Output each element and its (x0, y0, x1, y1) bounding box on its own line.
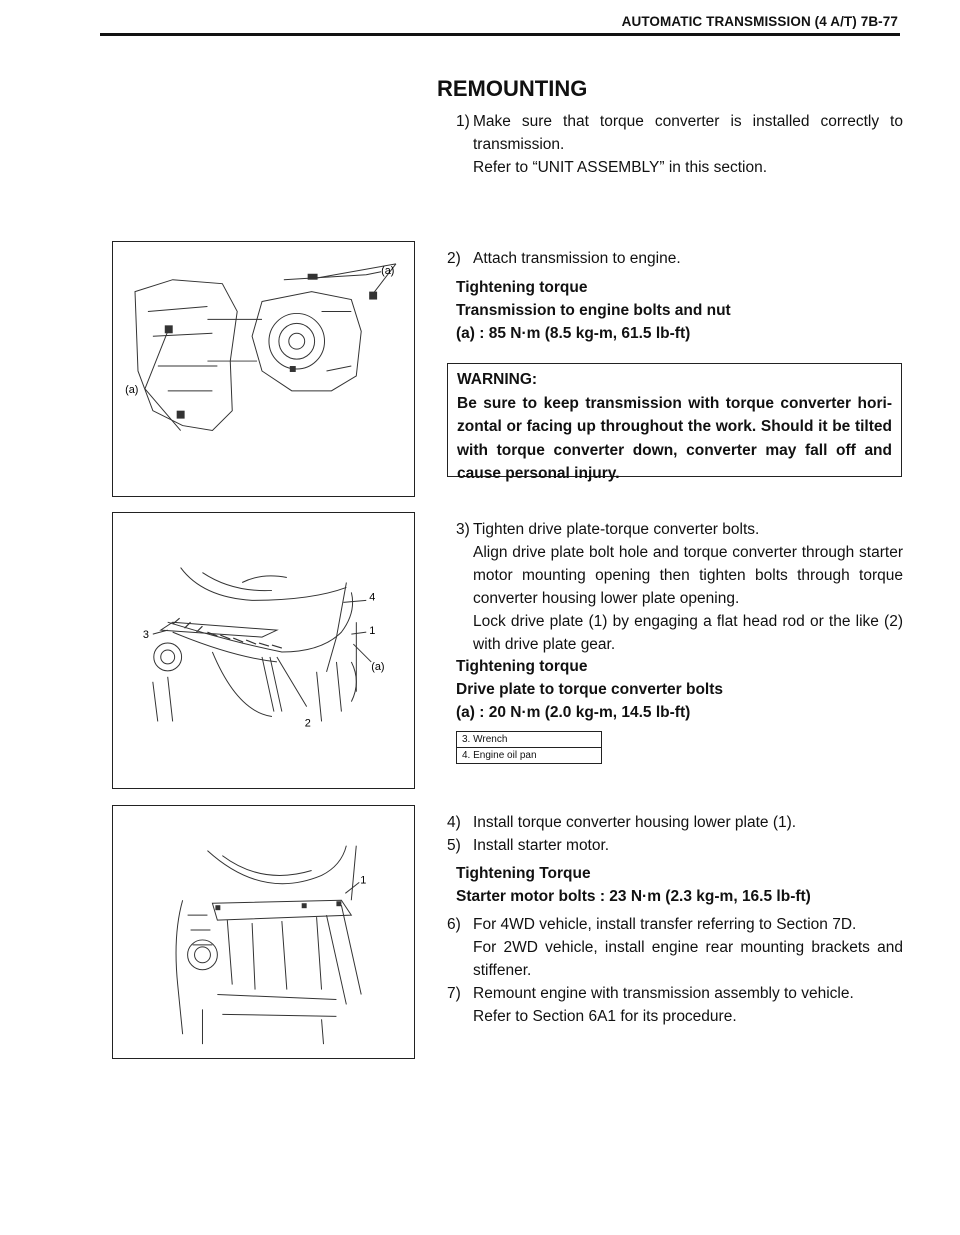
figure-2-label-2: 2 (304, 717, 311, 730)
legend-row (457, 732, 602, 748)
step-2-number: 2) (447, 250, 461, 267)
step-5-text: Install starter motor. (473, 837, 610, 854)
step-5-torque-heading: Tightening Torque (456, 865, 591, 882)
step-2-torque-heading: Tightening torque (456, 279, 588, 296)
figure-2-label-1: 1 (369, 625, 376, 638)
section-title: REMOUNTING (437, 76, 588, 101)
legend-row (457, 748, 602, 764)
transmission-engine-illustration (113, 242, 414, 496)
step-1 (456, 110, 903, 179)
step-3-torque-item: Drive plate to torque converter bolts (456, 681, 723, 698)
figure-drive-plate (112, 512, 415, 789)
warning-heading: WARNING: (457, 371, 538, 388)
step-2-torque-item: Transmission to engine bolts and nut (456, 302, 731, 319)
legend-table (456, 731, 602, 764)
step-2-torque (456, 276, 903, 345)
step-5 (447, 834, 903, 857)
step-3-torque (456, 655, 903, 724)
step-3-detail-1: Align drive plate bolt hole and torque converter through starter motor mounting opening then tighten bolts through torque converter housing lower plate opening. (473, 544, 903, 607)
step-1-number: 1) (456, 113, 470, 130)
step-7 (447, 982, 903, 1028)
legend-item: 4. Engine oil pan (457, 748, 602, 764)
step-2 (447, 247, 903, 270)
figure-2-label-4: 4 (369, 591, 376, 604)
step-6-number: 6) (447, 916, 461, 933)
step-3-detail-2: Lock drive plate (1) by engaging a flat head rod or the like (2) with drive plate gear. (473, 613, 903, 653)
step-6-detail: For 2WD vehicle, install engine rear mounting brackets and stiffener. (473, 939, 903, 979)
step-5-number: 5) (447, 837, 461, 854)
step-4 (447, 811, 903, 834)
step-3 (456, 518, 903, 656)
step-3-number: 3) (456, 521, 470, 538)
step-7-text: Remount engine with transmission assembly to vehicle. (473, 985, 854, 1002)
page-header-title: AUTOMATIC TRANSMISSION (4 A/T) 7B-77 (621, 14, 898, 29)
figure-transmission-attach (112, 241, 415, 497)
figure-1-label-a-top: (a) (381, 264, 395, 277)
warning-text: Be sure to keep transmission with torque converter horizontal or facing up throughout the work. Should it be tilted with torque converter down, converter may fall off and cause personal injury. (457, 394, 892, 482)
step-3-torque-heading: Tightening torque (456, 658, 588, 675)
legend-item: 3. Wrench (457, 732, 602, 748)
lower-plate-illustration (113, 806, 414, 1058)
drive-plate-illustration (113, 513, 414, 788)
step-3-text: Tighten drive plate-torque converter bolts. (473, 521, 760, 538)
step-7-ref: Refer to Section 6A1 for its procedure. (473, 1008, 737, 1025)
figure-lower-plate (112, 805, 415, 1059)
step-7-number: 7) (447, 985, 461, 1002)
step-5-torque-value: Starter motor bolts : 23 N·m (2.3 kg-m, 16.5 lb-ft) (456, 888, 811, 905)
step-3-torque-value: (a) : 20 N·m (2.0 kg-m, 14.5 lb-ft) (456, 704, 691, 721)
step-6 (447, 913, 903, 982)
step-1-text: Make sure that torque converter is installed correctly to transmission. (473, 113, 903, 153)
header-rule (100, 33, 900, 36)
step-2-torque-value: (a) : 85 N·m (8.5 kg-m, 61.5 lb-ft) (456, 325, 691, 342)
figure-2-label-a: (a) (371, 660, 385, 673)
step-2-text: Attach transmission to engine. (473, 250, 681, 267)
warning-box (447, 363, 902, 482)
figure-1-label-a-left: (a) (125, 383, 139, 396)
step-1-ref: Refer to “UNIT ASSEMBLY” in this section. (473, 159, 768, 176)
step-4-text: Install torque converter housing lower plate (1). (473, 814, 797, 831)
step-6-text: For 4WD vehicle, install transfer referring to Section 7D. (473, 916, 857, 933)
figure-2-label-3: 3 (142, 629, 149, 642)
step-4-number: 4) (447, 814, 461, 831)
figure-3-label-1: 1 (360, 874, 367, 887)
step-5-torque (456, 862, 903, 908)
